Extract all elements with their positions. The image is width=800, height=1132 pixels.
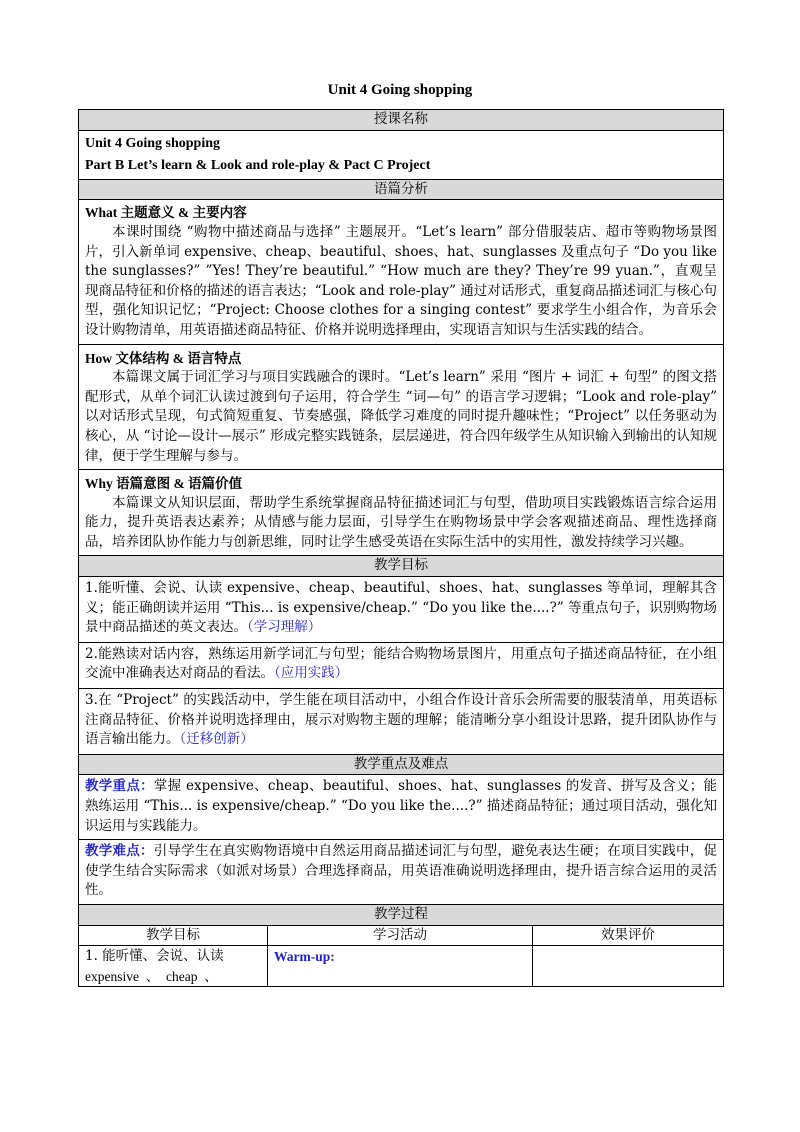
difficulty-block: [79, 839, 723, 904]
lesson-plan-table: [78, 109, 724, 987]
process-row1-evaluation: [533, 946, 724, 987]
objective-tag-2: （应用实践）: [274, 665, 349, 682]
analysis-how-block: [79, 344, 723, 470]
objectives-cell: [79, 577, 724, 755]
objective-item-2: [79, 642, 723, 688]
document-title: Unit 4 Going shopping: [327, 82, 473, 98]
warm-up-label: Warm-up:: [274, 949, 335, 965]
objective-tag-1: （学习理解）: [247, 619, 322, 636]
analysis-what-block: [85, 201, 717, 343]
course-unit-title: Unit 4 Going shopping: [85, 135, 220, 151]
objective-text-1: 1.能听懂、会说、认读 expensive、cheap、beautiful、shoes、hat、sunglasses 等单词，理解其含义；能正确朗读并运用 “This... is expensive/cheap.” “Do you like the....?” 等重点句子，识别购物场景中商品描述的英文表达。: [85, 580, 718, 636]
focus-block: [85, 775, 717, 839]
objective-item-3: [79, 688, 723, 754]
analysis-why-text: 本篇课文从知识层面，帮助学生系统掌握商品特征描述词汇与句型，借助项目实践锻炼语言综合运用能力，提升英语表达素养；从情感与能力层面，引导学生在购物场景中学会客观描述商品、理性选择商品，培养团队协作能力与创新思维，同时让学生感受英语在实际生活中的实用性，激发持续学习兴趣。: [85, 494, 718, 550]
objective-item-1: [85, 577, 717, 642]
keypoints-cell: [79, 775, 724, 905]
process-row1-activity: [268, 946, 533, 987]
focus-text: 掌握 expensive、cheap、beautiful、shoes、hat、sunglasses 的发音、拼写及含义；能熟练运用 “This... is expensive/cheap.” “Do you like the....?” 描述商品特征；通过项目活动，强化知识运用与实践能力。: [85, 778, 718, 834]
objective-text-3: 3.在 “Project” 的实践活动中，学生能在项目活动中，小组合作设计音乐会所需要的服装清单，用英语标注商品特征、价格并说明选择理由，展示对购物主题的理解；能清晰分享小组设计思路，提升团队协作与语言输出能力。: [85, 692, 718, 748]
course-name-header: 授课名称: [79, 110, 724, 131]
analysis-why-block: [79, 469, 723, 555]
keypoints-header: 教学重点及难点: [79, 754, 724, 775]
process-row1-goal: [79, 946, 268, 987]
analysis-why-title: Why 语篇意图 & 语篇价值: [85, 476, 243, 492]
process-col-activity: 学习活动: [268, 925, 533, 946]
analysis-cell: [79, 200, 724, 556]
analysis-how-text: 本篇课文属于词汇学习与项目实践融合的课时。“Let’s learn” 采用 “图片 + 词汇 + 句型” 的图文搭配形式，从单个词汇认读过渡到句子运用，符合学生 “词—句” 的语言学习逻辑；“Look and role-play” 以对话形式呈现，句式简短重复、节奏感强，降低学习难度的同时提升趣味性；“Project” 以任务驱动为核心，从 “讨论—设计—展示” 形成完整实践链条，层层递进，符合四年级学生从知识输入到输出的认知规律，便于学生理解与参与。: [85, 369, 718, 464]
analysis-what-text: 本课时围绕 “购物中描述商品与选择” 主题展开。“Let’s learn” 部分借服装店、超市等购物场景图片，引入新单词 expensive、cheap、beautiful、shoes、hat、sunglasses 及重点句子 “Do you like the sunglasses?” ”Yes! They’re beautiful.” “How much are they? They’re 99 yuan.”，直观呈现商品特征和价格的描述的语言表达；“Look and role-play” 通过对话形式，重复商品描述词汇与核心句型，强化知识记忆；“Project: Choose clothes for a singing contest” 要求学生小组合作，为音乐会设计购物清单，用英语描述商品特征、价格并说明选择理由，实现语言知识与生活实践的结合。: [85, 223, 718, 338]
difficulty-text: 引导学生在真实购物语境中自然运用商品描述词汇与句型，避免表达生硬；在项目实践中，促使学生结合实际需求（如派对场景）合理选择商品，用英语准确说明选择理由，提升语言综合运用的灵活性。: [85, 843, 718, 899]
course-name-cell: [79, 130, 724, 179]
objective-tag-3: （迁移创新）: [179, 731, 254, 748]
analysis-what-title: What 主题意义 & 主要内容: [85, 205, 247, 221]
process-col-evaluation: 效果评价: [533, 925, 724, 946]
process-header: 教学过程: [79, 904, 724, 925]
analysis-header: 语篇分析: [79, 179, 724, 200]
objectives-header: 教学目标: [79, 556, 724, 577]
objective-text-2: 2.能熟读对话内容，熟练运用新学词汇与句型；能结合购物场景图片，用重点句子描述商品特征，在小组交流中准确表达对商品的看法。: [85, 645, 718, 682]
process-col-goal: 教学目标: [79, 925, 268, 946]
process-row1-goal-line2: expensive 、 cheap 、: [85, 968, 218, 984]
course-part-title: Part B Let’s learn & Look and role-play & Pact C Project: [85, 158, 431, 174]
focus-label: 教学重点：: [85, 778, 154, 795]
analysis-how-title: How 文体结构 & 语言特点: [85, 350, 242, 366]
process-row1-goal-line1: 1. 能听懂、会说、认读: [85, 948, 224, 965]
difficulty-label: 教学难点：: [85, 843, 154, 860]
